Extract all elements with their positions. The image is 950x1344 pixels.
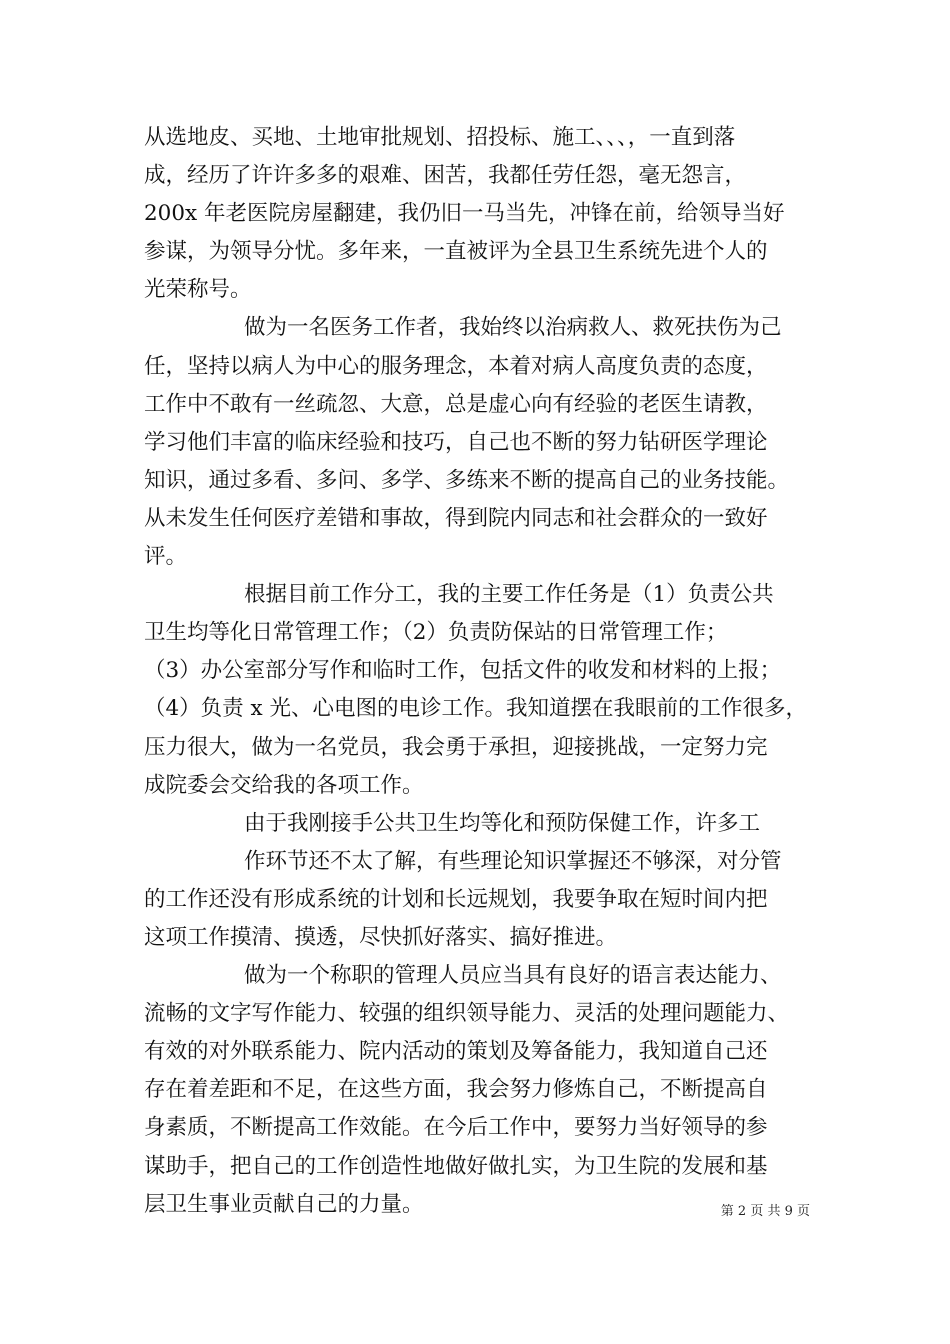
text-line: 根据目前工作分工，我的主要工作任务是（1）负责公共 — [244, 582, 774, 608]
text-line: 流畅的文字写作能力、较强的组织领导能力、灵活的处理问题能力、 — [144, 1001, 790, 1027]
text-line: 评。 — [144, 544, 188, 570]
text-line: 从未发生任何医疗差错和事故，得到院内同志和社会群众的一致好 — [144, 505, 768, 531]
text-line: 层卫生事业贡献自己的力量。 — [144, 1191, 424, 1217]
text-line: 压力很大，做为一名党员，我会勇于承担，迎接挑战，一定努力完 — [144, 734, 768, 760]
text-line: 200x 年老医院房屋翻建，我仍旧一马当先，冲锋在前，给领导当好 — [144, 201, 785, 227]
text-line: （3）办公室部分写作和临时工作，包括文件的收发和材料的上报； — [144, 658, 782, 684]
text-line: 任，坚持以病人为中心的服务理念，本着对病人高度负责的态度， — [144, 353, 768, 379]
text-line: 成院委会交给我的各项工作。 — [144, 772, 424, 798]
text-line: （4）负责 x 光、心电图的电诊工作。我知道摆在我眼前的工作很多， — [144, 696, 807, 722]
text-line: 存在着差距和不足，在这些方面，我会努力修炼自己，不断提高自 — [144, 1077, 768, 1103]
page-number: 第 2 页 共 9 页 — [720, 1204, 810, 1219]
body-text — [144, 119, 824, 1224]
text-line: 做为一个称职的管理人员应当具有良好的语言表达能力、 — [244, 963, 782, 989]
text-line: 身素质，不断提高工作效能。在今后工作中，要努力当好领导的参 — [144, 1115, 768, 1141]
text-line: 做为一名医务工作者，我始终以治病救人、救死扶伤为己 — [244, 315, 782, 341]
text-line: 工作中不敢有一丝疏忽、大意，总是虚心向有经验的老医生请教， — [144, 391, 768, 417]
text-line: 这项工作摸清、摸透，尽快抓好落实、搞好推进。 — [144, 924, 618, 950]
text-line: 由于我刚接手公共卫生均等化和预防保健工作，许多工 — [244, 810, 761, 836]
text-line: 从选地皮、买地、土地审批规划、招投标、施工、、、，一直到落 — [144, 125, 736, 150]
text-line: 作环节还不太了解，有些理论知识掌握还不够深，对分管 — [244, 848, 782, 874]
text-line: 学习他们丰富的临床经验和技巧，自己也不断的努力钻研医学理论 — [144, 429, 768, 455]
text-line: 光荣称号。 — [144, 277, 252, 303]
text-line: 参谋，为领导分忧。多年来，一直被评为全县卫生系统先进个人的 — [144, 239, 768, 265]
text-line: 有效的对外联系能力、院内活动的策划及筹备能力，我知道自己还 — [144, 1039, 768, 1065]
text-line: 的工作还没有形成系统的计划和长远规划，我要争取在短时间内把 — [144, 886, 768, 912]
text-line: 卫生均等化日常管理工作；（2）负责防保站的日常管理工作； — [144, 620, 728, 646]
text-line: 成，经历了许许多多的艰难、困苦，我都任劳任怨，毫无怨言， — [144, 163, 747, 189]
text-line: 知识，通过多看、多问、多学、多练来不断的提高自己的业务技能。 — [144, 467, 790, 493]
text-line: 谋助手，把自己的工作创造性地做好做扎实，为卫生院的发展和基 — [144, 1153, 768, 1179]
